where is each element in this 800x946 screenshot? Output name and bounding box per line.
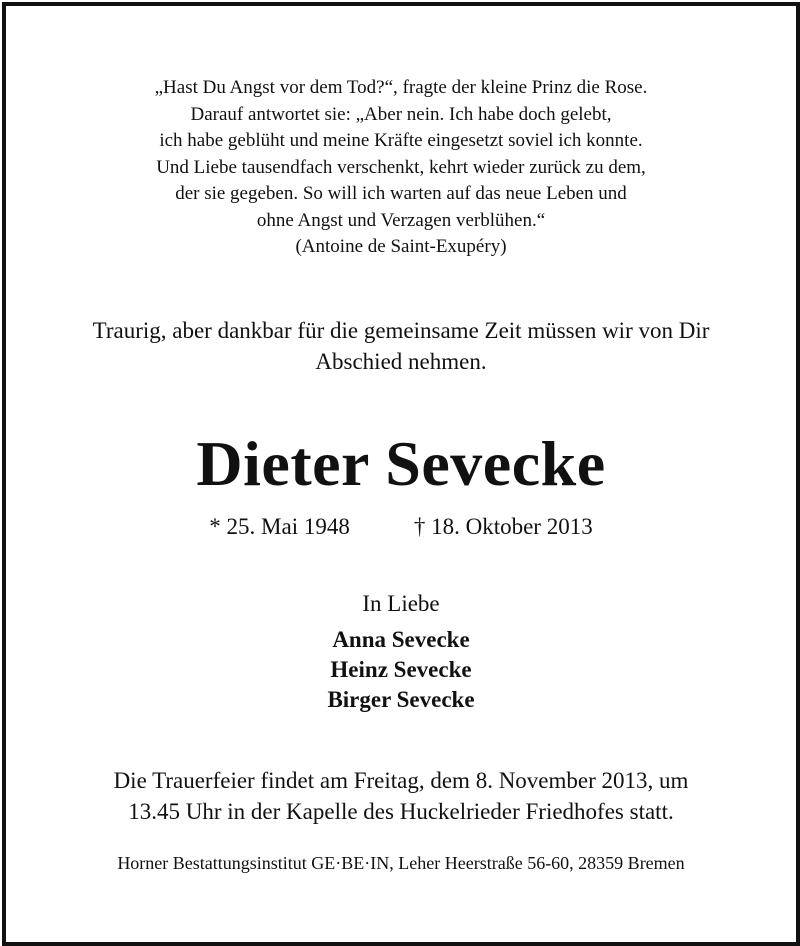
mourner-name: Heinz Sevecke <box>330 657 472 682</box>
quote-line: Und Liebe tausendfach verschenkt, kehrt wieder zurück zu dem, <box>156 156 646 178</box>
death-date: † 18. Oktober 2013 <box>413 514 593 539</box>
quote-line: „Hast Du Angst vor dem Tod?“, fragte der kleine Prinz die Rose. <box>154 77 648 98</box>
service-line: Die Trauerfeier findet am Freitag, dem 8. November 2013, um <box>113 768 689 793</box>
life-dates <box>6 512 796 542</box>
quote-line: Darauf antwortet sie: „Aber nein. Ich habe doch gelebt, <box>190 103 612 125</box>
intro-text <box>6 315 796 377</box>
birth-date: * 25. Mai 1948 <box>209 514 350 539</box>
intro-line: Abschied nehmen. <box>315 349 487 374</box>
quote-attribution: (Antoine de Saint-Exupéry) <box>295 236 507 257</box>
obituary-notice <box>2 2 800 946</box>
deceased-name: Dieter Sevecke <box>196 428 606 499</box>
quote-line: ich habe geblüht und meine Kräfte eingesetzt soviel ich konnte. <box>159 130 643 151</box>
service-line: 13.45 Uhr in der Kapelle des Huckelrieder Friedhofes statt. <box>128 799 674 824</box>
quote-line: der sie gegeben. So will ich warten auf das neue Leben und <box>175 183 627 204</box>
funeral-home-footer: Horner Bestattungsinstitut GE·BE·IN, Leher Heerstraße 56-60, 28359 Bremen <box>117 853 685 873</box>
service-info <box>6 765 796 827</box>
mourner-name: Birger Sevecke <box>327 687 475 712</box>
quote-line: ohne Angst und Verzagen verblühen.“ <box>256 209 546 231</box>
mourner-name: Anna Sevecke <box>332 627 470 652</box>
quote-block <box>6 75 796 261</box>
mourners-heading: In Liebe <box>362 591 440 616</box>
mourners-list <box>6 625 796 715</box>
intro-line: Traurig, aber dankbar für die gemeinsame Zeit müssen wir von Dir <box>92 318 710 343</box>
